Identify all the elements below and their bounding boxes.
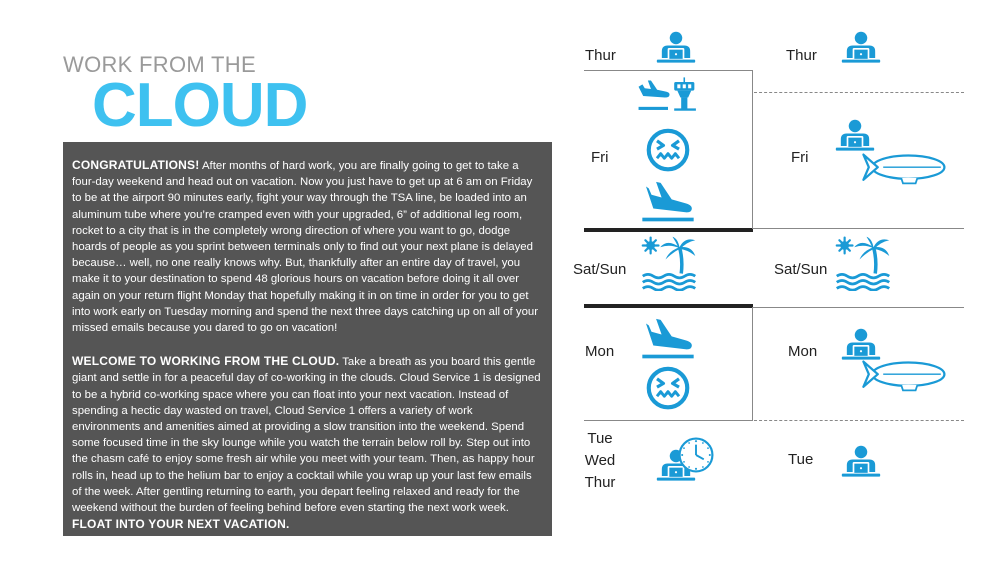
left-vertical-fri: [752, 70, 753, 228]
left-day-tue-wed-thur: [575, 428, 625, 494]
left-day-satsun: Sat/Sun: [573, 261, 627, 278]
blimp-icon: [858, 357, 948, 395]
plane-landing-icon: [640, 181, 696, 225]
left-day-thur: Thur: [585, 47, 616, 64]
left-day-mon: Mon: [585, 343, 615, 360]
story-closing: FLOAT INTO YOUR NEXT VACATION.: [72, 517, 290, 532]
story-lead-1: CONGRATULATIONS!: [72, 158, 200, 172]
left-vertical-mon: [752, 308, 753, 420]
person-laptop-icon: [841, 30, 881, 66]
title-main: CLOUD: [92, 71, 308, 140]
right-day-thur: Thur: [786, 47, 817, 64]
left-divider-weekend-top: [584, 228, 753, 232]
right-divider-thur: [754, 92, 964, 93]
story-paragraph-1: [72, 157, 543, 336]
story-box: [63, 142, 552, 536]
story-body-2: Take a breath as you board this gentle giant and settle in for a peaceful day of co-working in the clouds. Cloud Service 1 is designed to be a hybrid co-working space where you can float into your next vacation. Instead of spending a hectic day wasted on travel, Cloud Service 1 offers a variety of work environments and amenities aimed at providing a slow transition into the weekend. Spend some focused time in the sky lounge while you watch the terrain below roll by. Step out into the chasm café to enjoy some fresh air while you meet with your team. Then, as happy hour rolls in, head up to the helium bar to enjoy a cocktail while you wrap up your last few emails of the week. After gentling returning to earth, you depart feeling relaxed and ready for the weekend without the burden of feeling behind before even starting the next work week.: [72, 356, 541, 515]
left-day-wed: Wed: [584, 452, 616, 469]
right-day-fri: Fri: [791, 149, 809, 166]
right-day-tue: Tue: [788, 451, 814, 468]
right-divider-fri: [752, 228, 964, 229]
palm-beach-icon: [641, 235, 697, 291]
sick-face-icon: [646, 128, 690, 172]
sick-face-icon: [646, 366, 690, 410]
right-divider-mon: [754, 420, 964, 421]
plane-landing-icon: [640, 318, 696, 362]
person-laptop-icon: [841, 444, 881, 480]
left-divider-mon: [584, 420, 753, 421]
clock-icon: [677, 436, 715, 474]
left-day-thur-2: Thur: [584, 474, 616, 491]
story-body-1: After months of hard work, you are finally going to get to take a four-day weekend and head out on vacation. Now you just have to get up at 6 am on Friday to be at the airport 90 minutes early, fight your way through the TSA line, be loaded into an aluminum tube where you’re cramped even with your upgraded, 6” of additional leg room, rocket to a city that is in the completely wrong direction of where you want to go, dodge hoards of people as you sprint between terminals only to find out your next plane is delayed because… well, no one really knows why. But, thankfully after an entire day of travel, you make it to your destination to spend 48 glorious hours on vacation before doing it all over again on your return flight Monday that hopefully making it in on time in order for you to get into work early on Tuesday morning and spend the next three days catching up on all of your missed emails because you dared to go on vacation!: [72, 160, 539, 335]
right-divider-weekend: [752, 307, 964, 308]
story-lead-2: WELCOME TO WORKING FROM THE CLOUD.: [72, 354, 340, 369]
left-divider-thur: [584, 70, 752, 71]
airplane-tower-icon: [637, 77, 699, 115]
palm-beach-icon: [835, 235, 891, 291]
blimp-icon: [858, 150, 948, 188]
person-laptop-icon: [656, 30, 696, 66]
left-day-tue: Tue: [587, 430, 613, 447]
person-laptop-icon: [835, 118, 875, 154]
left-day-fri: Fri: [591, 149, 609, 166]
story-paragraph-2: [72, 353, 543, 532]
left-divider-weekend-bottom: [584, 304, 753, 308]
right-day-mon: Mon: [788, 343, 818, 360]
right-day-satsun: Sat/Sun: [774, 261, 828, 278]
title-prefix: WORK FROM THE: [63, 52, 256, 77]
